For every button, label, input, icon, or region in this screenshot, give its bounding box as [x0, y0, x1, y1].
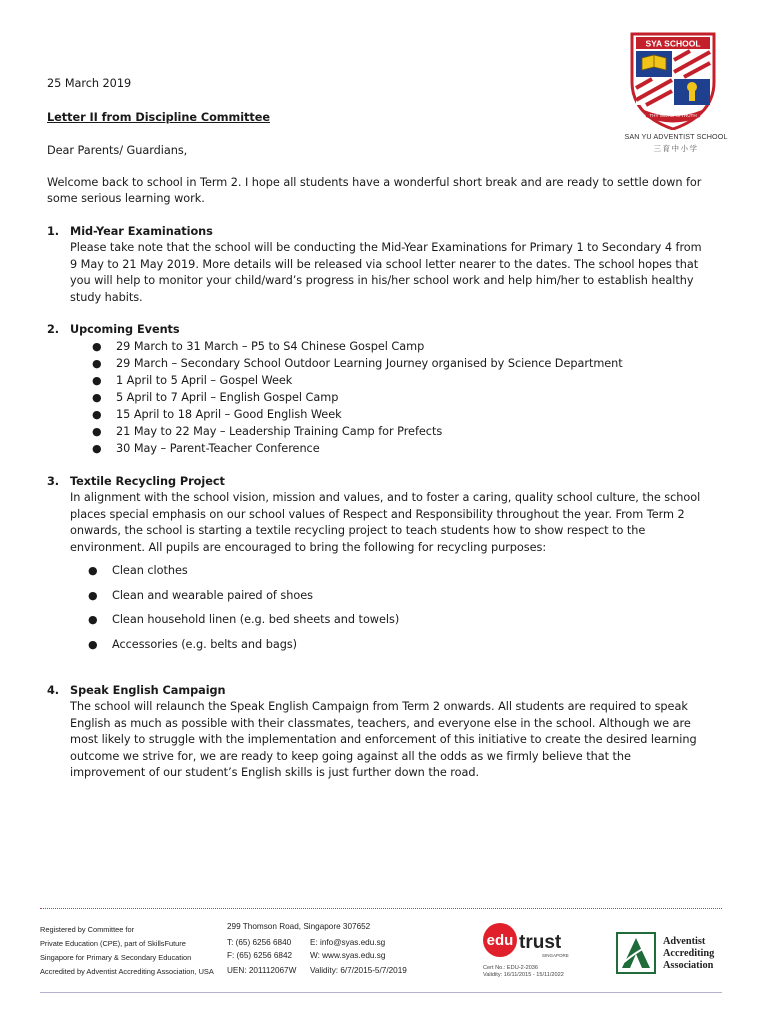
bullet-icon: ● [88, 613, 98, 626]
bullet-icon: ● [88, 589, 98, 602]
adventist-accrediting-association-logo [616, 932, 656, 974]
footer-registration-line: Accredited by Adventist Accrediting Association, USA [40, 967, 214, 976]
section-1-line: 9 May to 21 May 2019. More details will be released via school letter nearer to the dates. The school hopes that [70, 258, 699, 271]
footer-registration-line: Private Education (CPE), part of SkillsFuture [40, 939, 186, 948]
footer-validity: Validity: 6/7/2015-5/7/2019 [310, 966, 407, 975]
bullet-icon: ● [88, 564, 98, 577]
crest-banner-text: SYA SCHOOL [645, 38, 701, 49]
section-heading-upcoming-events: Upcoming Events [70, 323, 180, 336]
footer-website: W: www.syas.edu.sg [310, 951, 386, 960]
school-name-label: SAN YU ADVENTIST SCHOOL [624, 132, 728, 141]
crest-motto-text: THY WORD IS TRUTH [649, 113, 697, 118]
recycling-item: Clean and wearable paired of shoes [112, 589, 313, 602]
footer-uen: UEN: 201112067W [227, 966, 297, 975]
recycling-item: Clean household linen (e.g. bed sheets and towels) [112, 613, 400, 626]
bullet-icon: ● [92, 425, 102, 438]
section-1-line: study habits. [70, 291, 143, 304]
section-4-line: The school will relaunch the Speak English Campaign from Term 2 onwards. All students are required to speak [70, 700, 688, 713]
letter-title: Letter II from Discipline Committee [47, 111, 270, 124]
event-item: 21 May to 22 May – Leadership Training Camp for Prefects [116, 425, 443, 438]
bullet-icon: ● [92, 374, 102, 387]
section-3-line: places special emphasis on our school values of Respect and Responsibility throughout the year. From Term 2 [70, 508, 685, 521]
aaa-name-line: Adventist [663, 936, 706, 947]
section-number: 2. [47, 323, 60, 336]
section-number: 1. [47, 225, 60, 238]
bullet-icon: ● [92, 391, 102, 404]
event-item: 5 April to 7 April – English Gospel Camp [116, 391, 339, 404]
section-number: 4. [47, 684, 60, 697]
footer-registration-line: Singapore for Primary & Secondary Education [40, 953, 192, 962]
aaa-name-line: Association [663, 960, 714, 971]
letter-date: 25 March 2019 [47, 77, 132, 90]
edutrust-country-text: SINGAPORE [542, 953, 569, 958]
section-1-line: you will help to monitor your child/ward’s progress in his/her school work and help him/her to establish healthy [70, 274, 694, 287]
recycling-item: Clean clothes [112, 564, 188, 577]
event-item: 29 March to 31 March – P5 to S4 Chinese Gospel Camp [116, 340, 425, 353]
footer-telephone: T: (65) 6256 6840 [227, 938, 292, 947]
event-item: 30 May – Parent-Teacher Conference [116, 442, 320, 455]
footer-fax: F: (65) 6256 6842 [227, 951, 293, 960]
edutrust-trust-text: trust [519, 932, 562, 953]
section-4-line: outcome we strive for, we are ready to keep going against all the odds as we firmly believe that the [70, 750, 631, 763]
section-heading-mid-year-exams: Mid-Year Examinations [70, 225, 213, 238]
edutrust-cert-info [483, 965, 564, 979]
bullet-icon: ● [92, 357, 102, 370]
bullet-icon: ● [92, 442, 102, 455]
edutrust-cert-number: Cert No.: EDU-2-2036 [483, 965, 539, 971]
intro-line: some serious learning work. [47, 192, 205, 205]
footer-divider [40, 908, 722, 909]
event-item: 1 April to 5 April – Gospel Week [116, 374, 293, 387]
event-item: 29 March – Secondary School Outdoor Learning Journey organised by Science Department [116, 357, 623, 370]
section-number: 3. [47, 475, 60, 488]
event-item: 15 April to 18 April – Good English Week [116, 408, 342, 421]
bullet-icon: ● [92, 408, 102, 421]
section-3-line: onwards, the school is starting a textile recycling project to teach students how to show respect to the [70, 524, 646, 537]
section-3-line: In alignment with the school vision, mission and values, and to foster a caring, quality school culture, the school [70, 491, 701, 504]
intro-line: Welcome back to school in Term 2. I hope all students have a wonderful short break and are ready to settle down for [47, 176, 702, 189]
letter-salutation: Dear Parents/ Guardians, [47, 144, 188, 157]
section-4-line: English as much as possible with their classmates, teachers, and everyone else in the school. Although we are [70, 717, 691, 730]
footer-email: E: info@syas.edu.sg [310, 938, 386, 947]
footer-bottom-divider [40, 992, 722, 993]
footer-registration-line: Registered by Committee for [40, 925, 135, 934]
edutrust-edu-text: edu [486, 932, 514, 949]
section-4-line: most likely to struggle with the implementation and enforcement of this initiative to create the desired learning [70, 733, 697, 746]
edutrust-cert-validity: Validity: 16/11/2015 - 15/11/2022 [483, 972, 564, 978]
school-chinese-name: 三育中小学 [653, 144, 699, 153]
section-heading-speak-english: Speak English Campaign [70, 684, 226, 697]
section-3-line: environment. All pupils are encouraged to bring the following for recycling purposes: [70, 541, 547, 554]
section-1-line: Please take note that the school will be conducting the Mid-Year Examinations for Primary 1 to Secondary 4 from [70, 241, 702, 254]
footer-address: 299 Thomson Road, Singapore 307652 [227, 922, 371, 931]
bullet-icon: ● [92, 340, 102, 353]
aaa-name-line: Accrediting [663, 948, 715, 959]
section-heading-textile-recycling: Textile Recycling Project [70, 475, 225, 488]
recycling-item: Accessories (e.g. belts and bags) [112, 638, 298, 651]
aaa-name [663, 936, 714, 972]
school-crest-logo [628, 30, 718, 130]
bullet-icon: ● [88, 638, 98, 651]
section-4-line: improvement of our student’s English skills is just further down the road. [70, 766, 480, 779]
